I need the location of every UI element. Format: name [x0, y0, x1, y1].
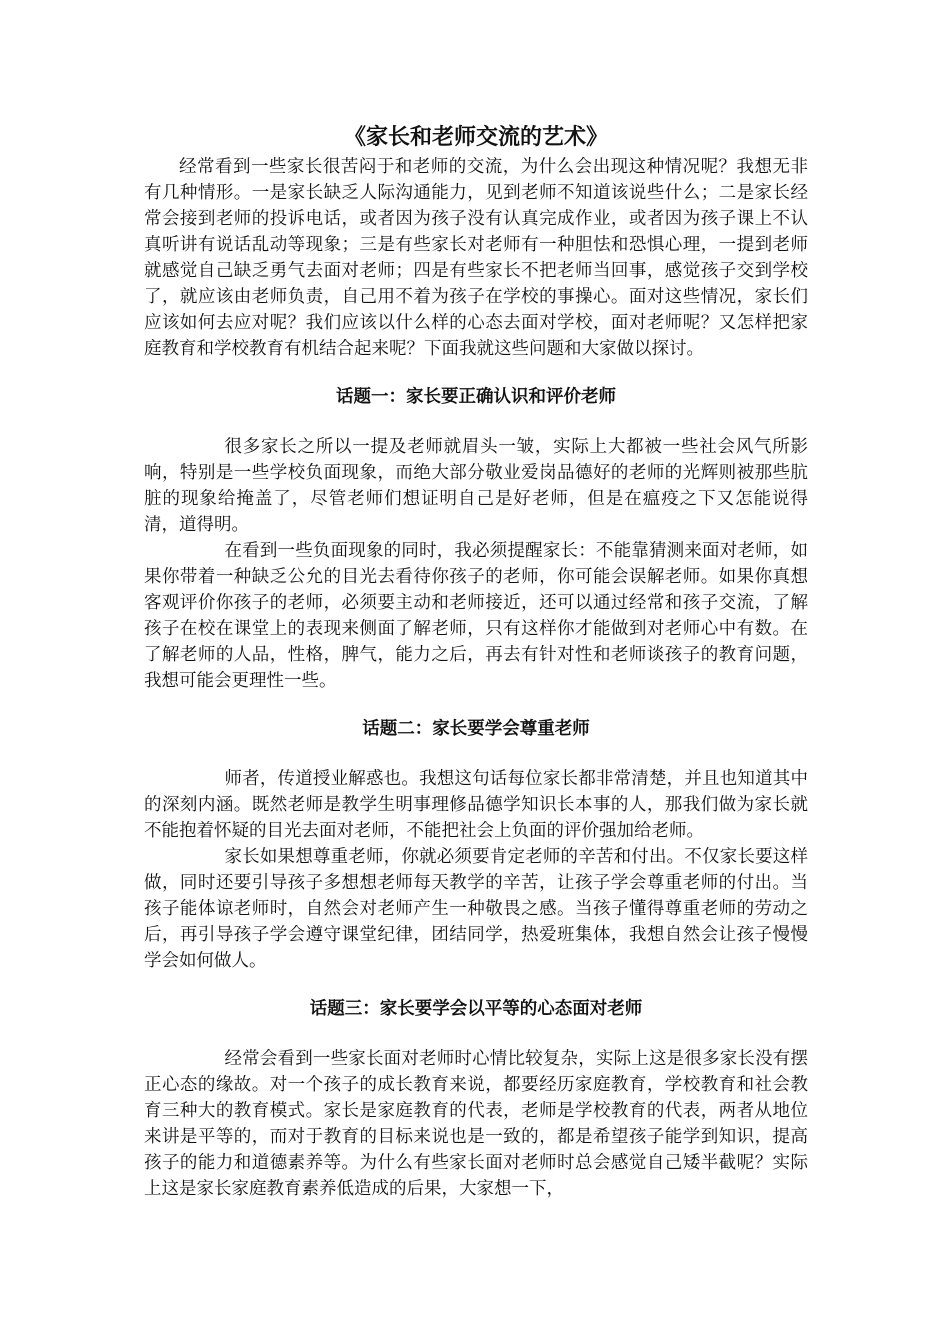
intro-paragraph: 经常看到一些家长很苦闷于和老师的交流，为什么会出现这种情况呢？我想无非有几种情形。一是家长缺乏人际沟通能力，见到老师不知道该说些什么；二是家长经常会接到老师的投诉电话，或者因为孩子没有认真完成作业，或者因为孩子课上不认真听讲有说话乱动等现象；三是有些家长对老师有一种胆怯和恐惧心理，一提到老师就感觉自己缺乏勇气去面对老师；四是有些家长不把老师当回事，感觉孩子交到学校了，就应该由老师负责，自己用不着为孩子在学校的事操心。面对这些情况，家长们应该如何去应对呢？我们应该以什么样的心态去面对学校，面对老师呢？又怎样把家庭教育和学校教育有机结合起来呢？下面我就这些问题和大家做以探讨。 — [144, 157, 808, 359]
section-heading-1: 话题一：家长要正确认识和评价老师 — [336, 387, 616, 407]
section-heading-2: 话题二：家长要学会尊重老师 — [362, 719, 590, 739]
section-1-paragraph-2: 在看到一些负面现象的同时，我必须提醒家长：不能靠猜测来面对老师，如果你带着一种缺乏公允的目光去看待你孩子的老师，你可能会误解老师。如果你真想客观评价你孩子的老师，必须要主动和老师接近，还可以通过经常和孩子交流，了解孩子在校在课堂上的表现来侧面了解老师，只有这样你才能做到对老师心中有数。在了解老师的人品，性格，脾气，能力之后，再去有针对性和老师谈孩子的教育问题，我想可能会更理性一些。 — [144, 541, 808, 691]
document-title: 《家长和老师交流的艺术》 — [343, 124, 608, 150]
document-body — [144, 120, 808, 1202]
section-2-paragraph-1: 师者，传道授业解惑也。我想这句话每位家长都非常清楚，并且也知道其中的深刻内涵。既然老师是教学生明事理修品德学知识长本事的人，那我们做为家长就不能抱着怀疑的目光去面对老师，不能把社会上负面的评价强加给老师。 — [144, 769, 808, 841]
section-1-paragraph-1: 很多家长之所以一提及老师就眉头一皱，实际上大都被一些社会风气所影响，特别是一些学校负面现象，而绝大部分敬业爱岗品德好的老师的光辉则被那些肮脏的现象给掩盖了，尽管老师们想证明自己是好老师，但是在瘟疫之下又怎能说得清，道得明。 — [144, 437, 808, 535]
section-heading-3: 话题三：家长要学会以平等的心态面对老师 — [309, 999, 643, 1019]
section-3-paragraph-1: 经常会看到一些家长面对老师时心情比较复杂，实际上这是很多家长没有摆正心态的缘故。对一个孩子的成长教育来说，都要经历家庭教育，学校教育和社会教育三种大的教育模式。家长是家庭教育的代表，老师是学校教育的代表，两者从地位来讲是平等的，而对于教育的目标来说也是一致的，都是希望孩子能学到知识，提高孩子的能力和道德素养等。为什么有些家长面对老师时总会感觉自己矮半截呢？实际上这是家长家庭教育素养低造成的后果，大家想一下， — [144, 1049, 808, 1199]
section-2-paragraph-2: 家长如果想尊重老师，你就必须要肯定老师的辛苦和付出。不仅家长要这样做，同时还要引导孩子多想想老师每天教学的辛苦，让孩子学会尊重老师的付出。当孩子能体谅老师时，自然会对老师产生一种敬畏之感。当孩子懂得尊重老师的劳动之后，再引导孩子学会遵守课堂纪律，团结同学，热爱班集体，我想自然会让孩子慢慢学会如何做人。 — [144, 847, 808, 971]
